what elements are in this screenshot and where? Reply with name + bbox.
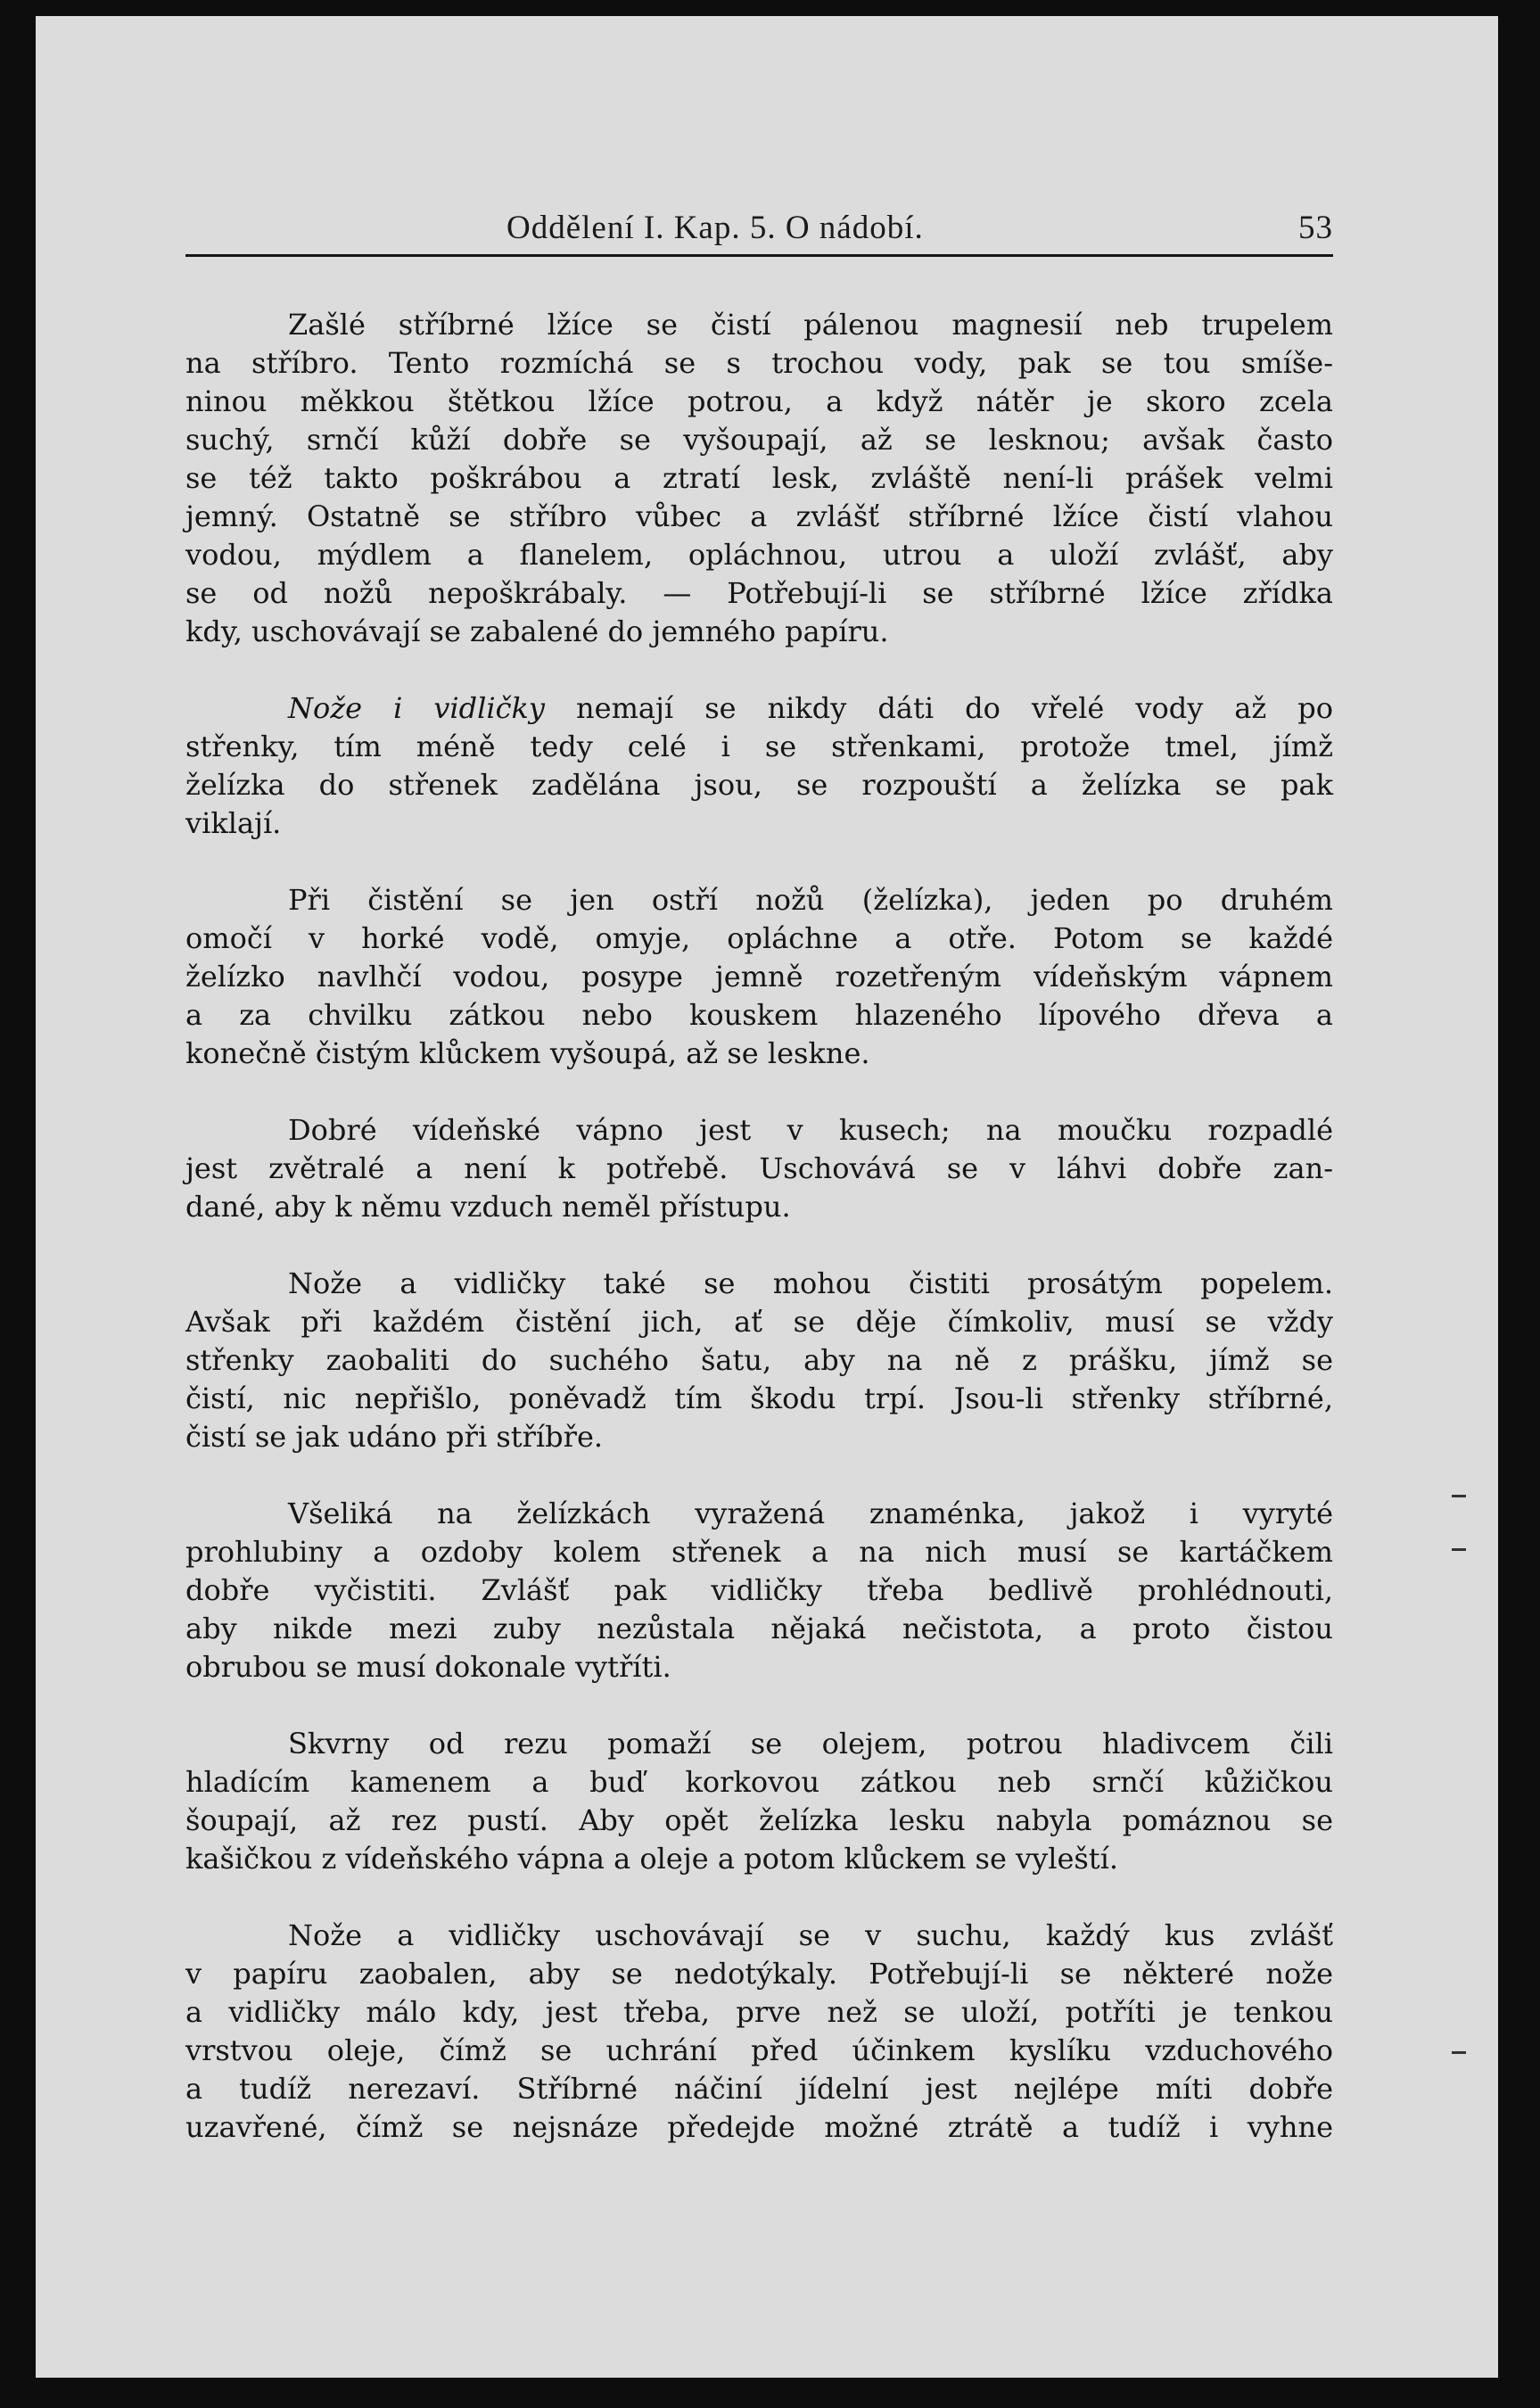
text-line: střenky zaobaliti do suchého šatu, aby na ně z prášku, jímž se	[185, 1343, 1333, 1377]
paragraph-vienna-lime	[185, 1111, 1333, 1226]
text-line: Dobré vídeňské vápno jest v kusech; na moučku rozpadlé	[288, 1113, 1333, 1147]
running-title: Oddělení I. Kap. 5. O nádobí.	[506, 210, 924, 246]
paragraph-knives-forks	[185, 689, 1333, 843]
page-number: 53	[1298, 210, 1333, 246]
text-line: jemný. Ostatně se stříbro vůbec a zvlášť stříbrné lžíce čistí vlahou	[185, 499, 1333, 533]
paragraph-ash-cleaning	[185, 1265, 1333, 1456]
text-line: Skvrny od rezu pomaží se olejem, potrou hladivcem čili	[288, 1727, 1333, 1761]
text-line: Zašlé stříbrné lžíce se čistí pálenou magnesií neb trupelem	[288, 308, 1333, 342]
margin-dash	[1452, 2051, 1466, 2054]
text-line: v papíru zaobalen, aby se nedotýkaly. Potřebují-li se některé nože	[185, 1957, 1333, 1991]
text-line: se od nožů nepoškrábaly. — Potřebují-li se stříbrné lžíce zřídka	[185, 576, 1333, 610]
text-line: Všeliká na želízkách vyražená znaménka, jakož i vyryté	[288, 1497, 1333, 1530]
text-line: se též takto poškrábou a ztratí lesk, zvláště není-li prášek velmi	[185, 461, 1333, 495]
text-line: Nože a vidličky uschovávají se v suchu, každý kus zvlášť	[288, 1918, 1333, 1952]
text-line: konečně čistým klůckem vyšoupá, až se leskne.	[185, 1036, 870, 1070]
text-line	[185, 689, 1333, 728]
text-line: Avšak při každém čistění jich, ať se děje čímkoliv, musí se vždy	[185, 1305, 1333, 1339]
text-line: čistí, nic nepřišlo, poněvadž tím škodu trpí. Jsou-li střenky stříbrné,	[185, 1381, 1333, 1415]
text-line: kašičkou z vídeňského vápna a oleje a potom klůckem se vyleští.	[185, 1842, 1119, 1876]
text-line: kdy, uschovávají se zabalené do jemného papíru.	[185, 614, 889, 648]
text-line: Nože a vidličky také se mohou čistiti prosátým popelem.	[288, 1266, 1333, 1300]
book-page	[36, 16, 1498, 2378]
text-line: a vidličky málo kdy, jest třeba, prve než se uloží, potříti je tenkou	[185, 1995, 1333, 2029]
italic-lead: Nože i vidličky	[288, 691, 546, 725]
text-line: Při čistění se jen ostří nožů (želízka), jeden po druhém	[288, 883, 1333, 917]
text-line: čistí se jak udáno při stříbře.	[185, 1420, 604, 1454]
text-line: střenky, tím méně tedy celé i se střenkami, protože tmel, jímž	[185, 730, 1333, 763]
text-line: želízko navlhčí vodou, posype jemně rozetřeným vídeňským vápnem	[185, 960, 1333, 994]
text-fragment: nemají se nikdy dáti do vřelé vody až po	[545, 691, 1334, 725]
text-line: hladícím kamenem a buď korkovou zátkou neb srnčí kůžičkou	[185, 1765, 1333, 1799]
text-line: jest zvětralé a není k potřebě. Uschovává se v láhvi dobře zan-	[185, 1151, 1333, 1185]
paragraph-engravings	[185, 1495, 1333, 1686]
text-line: vrstvou oleje, čímž se uchrání před účinkem kyslíku vzduchového	[185, 2033, 1333, 2067]
text-line: dobře vyčistiti. Zvlášť pak vidličky třeba bedlivě prohlédnouti,	[185, 1573, 1333, 1607]
text-line: ninou měkkou štětkou lžíce potrou, a když nátěr je skoro zcela	[185, 384, 1333, 418]
text-line: obrubou se musí dokonale vytříti.	[185, 1650, 671, 1684]
text-line: uzavřené, čímž se nejsnáze předejde možné ztrátě a tudíž i vyhne	[185, 2110, 1333, 2144]
paragraph-silver-spoons	[185, 306, 1333, 651]
paragraph-cleaning-blades	[185, 881, 1333, 1073]
margin-dash	[1452, 1548, 1466, 1551]
paragraph-rust-stains	[185, 1725, 1333, 1878]
text-line: suchý, srnčí kůží dobře se vyšoupají, až se lesknou; avšak často	[185, 423, 1333, 457]
page-header	[185, 209, 1333, 253]
text-line: šoupají, až rez pustí. Aby opět želízka lesku nabyla pomáznou se	[185, 1803, 1333, 1837]
text-line: želízka do střenek zadělána jsou, se rozpouští a želízka se pak	[185, 768, 1333, 802]
paragraph-storage	[185, 1917, 1333, 2147]
header-rule	[185, 254, 1333, 257]
margin-dash	[1452, 1495, 1466, 1497]
text-line: dané, aby k němu vzduch neměl přístupu.	[185, 1190, 791, 1224]
text-line: a tudíž nerezaví. Stříbrné náčiní jídelní jest nejlépe míti dobře	[185, 2072, 1333, 2106]
text-line: omočí v horké vodě, omyje, opláchne a otře. Potom se každé	[185, 921, 1333, 955]
text-line: prohlubiny a ozdoby kolem střenek a na nich musí se kartáčkem	[185, 1535, 1333, 1569]
text-line: a za chvilku zátkou nebo kouskem hlazeného lípového dřeva a	[185, 998, 1333, 1032]
text-line: viklají.	[185, 806, 282, 840]
text-line: aby nikde mezi zuby nezůstala nějaká nečistota, a proto čistou	[185, 1612, 1333, 1645]
body-text	[185, 306, 1333, 2185]
text-line: na stříbro. Tento rozmíchá se s trochou vody, pak se tou smíše-	[185, 346, 1333, 380]
text-line: vodou, mýdlem a flanelem, opláchnou, utrou a uloží zvlášť, aby	[185, 538, 1333, 572]
